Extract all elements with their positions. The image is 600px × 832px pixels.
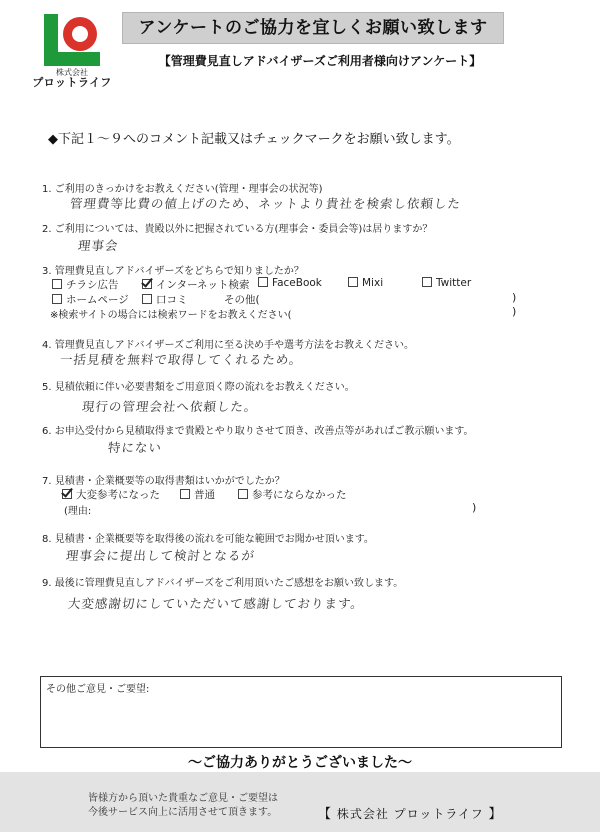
footer-line-2: 今後サービス向上に活用させて頂きます。 bbox=[88, 807, 278, 818]
not-helpful-checkbox[interactable] bbox=[238, 489, 248, 499]
option-word-of-mouth[interactable] bbox=[142, 292, 188, 307]
normal-checkbox[interactable] bbox=[180, 489, 190, 499]
question-8: 8. 見積書・企業概要等を取得後の流れを可能な範囲でお聞かせ頂います。 bbox=[42, 534, 374, 545]
logo-green-base bbox=[44, 52, 100, 66]
option-very-helpful-label: 大変参考になった bbox=[76, 489, 160, 501]
thanks-message: ～ご協力ありがとうございました～ bbox=[188, 755, 412, 771]
option-very-helpful[interactable] bbox=[62, 487, 160, 502]
search-word-note: ※検索サイトの場合には検索ワードをお教えください( bbox=[50, 310, 292, 321]
note-close-paren: ) bbox=[512, 305, 517, 318]
internet-checkbox[interactable] bbox=[142, 279, 152, 289]
facebook-checkbox[interactable] bbox=[258, 277, 268, 287]
option-twitter-label: Twitter bbox=[436, 277, 472, 289]
footer-company-name: 株式会社 プロットライフ bbox=[336, 807, 484, 821]
answer-1: 管理費等比費の値上げのため、ネットより貴社を検索し依頼した bbox=[69, 196, 462, 211]
mixi-checkbox[interactable] bbox=[348, 277, 358, 287]
question-6: 6. お申込受付から見積取得まで貴殿とやり取りさせて頂き、改善点等があればご教示願います。 bbox=[42, 426, 474, 437]
option-not-helpful-label: 参考にならなかった bbox=[252, 489, 347, 501]
option-twitter[interactable] bbox=[422, 277, 471, 289]
reason-close-paren: ) bbox=[472, 501, 477, 514]
question-9: 9. 最後に管理費見直しアドバイザーズをご利用頂いたご感想をお願い致します。 bbox=[42, 578, 404, 589]
reason-label: (理由: bbox=[64, 506, 92, 517]
other-close-paren: ) bbox=[512, 291, 517, 304]
footer-company bbox=[318, 803, 503, 822]
answer-2: 理事会 bbox=[77, 238, 120, 253]
answer-5: 現行の管理会社へ依頼した。 bbox=[81, 399, 259, 414]
remarks-label: その他ご意見・ご要望: bbox=[46, 684, 150, 695]
answer-9: 大変感謝切にしていただいて感謝しております。 bbox=[67, 596, 365, 611]
answer-4: 一括見積を無料で取得してくれるため。 bbox=[59, 352, 304, 367]
footer-line-1: 皆様方から頂いた貴重なご意見・ご要望は bbox=[88, 793, 278, 804]
very-helpful-checkbox[interactable] bbox=[62, 489, 72, 499]
footer-message bbox=[88, 792, 278, 820]
option-normal-label: 普通 bbox=[194, 489, 215, 501]
option-not-helpful[interactable] bbox=[238, 487, 347, 502]
answer-6: 特にない bbox=[107, 440, 163, 455]
option-mixi[interactable] bbox=[348, 277, 383, 289]
logo-company-text bbox=[32, 68, 112, 89]
instruction-text: ◆下記１～９へのコメント記載又はチェックマークをお願い致します。 bbox=[48, 132, 460, 147]
question-3: 3. 管理費見直しアドバイザーズをどちらで知りましたか？ bbox=[42, 266, 304, 277]
word-of-mouth-checkbox[interactable] bbox=[142, 294, 152, 304]
question-1: 1. ご利用のきっかけをお教えください(管理・理事会の状況等) bbox=[42, 184, 323, 195]
option-facebook-label: FaceBook bbox=[272, 277, 322, 289]
page-title: アンケートのご協力を宜しくお願い致します bbox=[122, 12, 504, 44]
question-2: 2. ご利用については、貴殿以外に把握されている方(理事会・委員会等)は居りますか？ bbox=[42, 224, 433, 235]
option-homepage-label: ホームページ bbox=[66, 294, 129, 306]
flyer-checkbox[interactable] bbox=[52, 279, 62, 289]
option-homepage[interactable] bbox=[52, 292, 129, 307]
page-subtitle: 【管理費見直しアドバイザーズご利用者様向けアンケート】 bbox=[158, 54, 482, 68]
option-internet[interactable] bbox=[142, 277, 250, 292]
option-flyer-label: チラシ広告 bbox=[66, 279, 119, 291]
question-4: 4. 管理費見直しアドバイザーズご利用に至る決め手や選考方法をお教えください。 bbox=[42, 340, 415, 351]
option-flyer[interactable] bbox=[52, 277, 119, 292]
question-5: 5. 見積依頼に伴い必要書類をご用意頂く際の流れをお教えください。 bbox=[42, 382, 355, 393]
twitter-checkbox[interactable] bbox=[422, 277, 432, 287]
option-internet-label: インターネット検索 bbox=[156, 279, 250, 291]
logo-company-name: プロットライフ bbox=[32, 76, 112, 89]
option-normal[interactable] bbox=[180, 487, 215, 502]
question-7: 7. 見積書・企業概要等の取得書類はいかがでしたか？ bbox=[42, 476, 285, 487]
footer-bracket-close: 】 bbox=[488, 807, 503, 822]
answer-8: 理事会に提出して検討となるが bbox=[65, 548, 256, 563]
option-mixi-label: Mixi bbox=[362, 277, 384, 289]
option-facebook[interactable] bbox=[258, 277, 322, 289]
logo-company-kind: 株式会社 bbox=[56, 68, 88, 77]
footer-bracket-open: 【 bbox=[318, 807, 333, 822]
logo-inner-circle bbox=[72, 26, 88, 42]
homepage-checkbox[interactable] bbox=[52, 294, 62, 304]
option-word-of-mouth-label: 口コミ bbox=[156, 294, 188, 306]
option-other-label: その他( bbox=[224, 294, 260, 306]
